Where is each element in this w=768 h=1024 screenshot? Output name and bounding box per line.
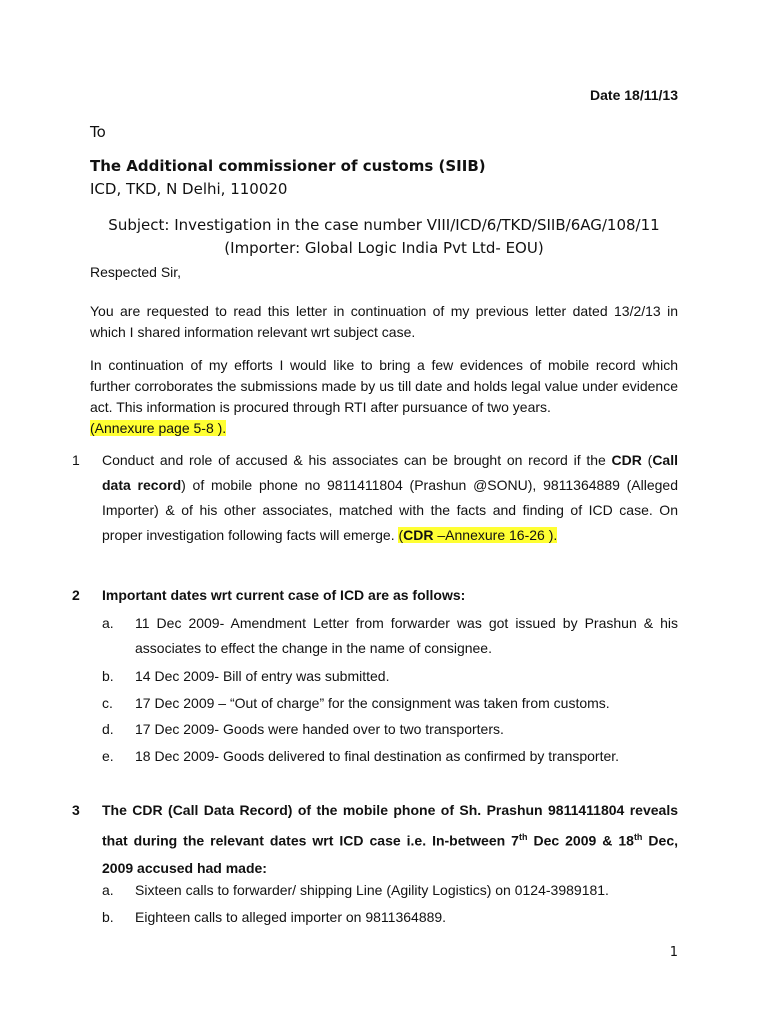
addressee-address: ICD, TKD, N Delhi, 110020	[90, 180, 288, 198]
paragraph-2-text: In continuation of my efforts I would like to bring a few evidences of mobile record which further corroborates the submissions made by us till date and holds legal value under evidence act. This information is procured through RTI after pursuance of two years.	[90, 357, 678, 415]
paragraph-1: You are requested to read this letter in continuation of my previous letter dated 13/2/13 in which I shared information relevant wrt subject case.	[90, 303, 678, 340]
item-2-number: 2	[72, 587, 80, 603]
salutation: Respected Sir,	[90, 264, 182, 280]
to-label: To	[90, 123, 106, 141]
item-1-cdr: CDR	[611, 452, 642, 468]
page-number: 1	[669, 945, 678, 960]
item-1-hl-rest: –Annexure 16-26 ).	[433, 527, 558, 543]
item-3-part-3: Dec, 2009 accused had made:	[102, 832, 678, 876]
item-1-mid: ) of mobile phone no 9811411804 (Prashun @SONU), 9811364889 (Alleged Importer) & of his other associates, matched with the facts and finding of ICD case. On proper investigation following facts will emerge.	[102, 477, 679, 543]
item-3-part-1: The CDR (Call Data Record) of the mobile phone of Sh. Prashun 9811411804 reveals that during the relevant dates wrt ICD case i.e. In-between 7	[102, 802, 678, 849]
item-2-d-letter: d.	[102, 721, 114, 737]
item-2-e-text: 18 Dec 2009- Goods delivered to final destination as confirmed by transporter.	[135, 748, 620, 764]
item-1-hl-open: (	[398, 527, 404, 543]
item-3-sup-2: th	[633, 832, 643, 842]
item-1-text	[102, 448, 678, 548]
item-2-b-letter: b.	[102, 668, 114, 684]
item-2-a-text: 11 Dec 2009- Amendment Letter from forwarder was got issued by Prashun & his associates to effect the change in the name of consignee.	[135, 615, 678, 656]
item-1-open: (	[647, 452, 653, 468]
item-2-c-letter: c.	[102, 695, 113, 711]
item-1-cdr-full: Call data record	[102, 452, 678, 493]
addressee-title: The Additional commissioner of customs (SIIB)	[90, 157, 486, 175]
item-1-highlight	[398, 527, 557, 543]
paragraph-2	[90, 355, 678, 439]
item-3-b-text: Eighteen calls to alleged importer on 9811364889.	[135, 909, 447, 925]
item-1-pre: Conduct and role of accused & his associates can be brought on record if the	[102, 452, 612, 468]
subject-block	[90, 214, 678, 260]
item-3-part-2: Dec 2009 & 18	[527, 832, 634, 849]
item-1-number: 1	[72, 452, 80, 468]
item-3-sup-1: th	[518, 832, 528, 842]
letter-date: Date 18/11/13	[590, 87, 678, 103]
item-3-a-letter: a.	[102, 882, 114, 898]
subject-line: Subject: Investigation in the case number VIII/ICD/6/TKD/SIIB/6AG/108/11	[108, 216, 660, 234]
item-2-e-letter: e.	[102, 748, 114, 764]
item-3-text	[102, 797, 678, 882]
annexure-highlight: (Annexure page 5-8 ).	[90, 420, 227, 436]
item-2-c-text: 17 Dec 2009 – “Out of charge” for the consignment was taken from customs.	[135, 695, 610, 711]
item-2-heading: Important dates wrt current case of ICD are as follows:	[102, 587, 466, 603]
item-3-b-letter: b.	[102, 909, 114, 925]
item-3-number: 3	[72, 802, 80, 818]
item-2-b-text: 14 Dec 2009- Bill of entry was submitted.	[135, 668, 390, 684]
item-1-hl-cdr: CDR	[403, 527, 434, 543]
item-3-a-text: Sixteen calls to forwarder/ shipping Line (Agility Logistics) on 0124-3989181.	[135, 882, 609, 898]
item-2-a-letter: a.	[102, 615, 114, 631]
item-2-d-text: 17 Dec 2009- Goods were handed over to two transporters.	[135, 721, 504, 737]
subject-importer: (Importer: Global Logic India Pvt Ltd- EOU)	[224, 239, 544, 257]
